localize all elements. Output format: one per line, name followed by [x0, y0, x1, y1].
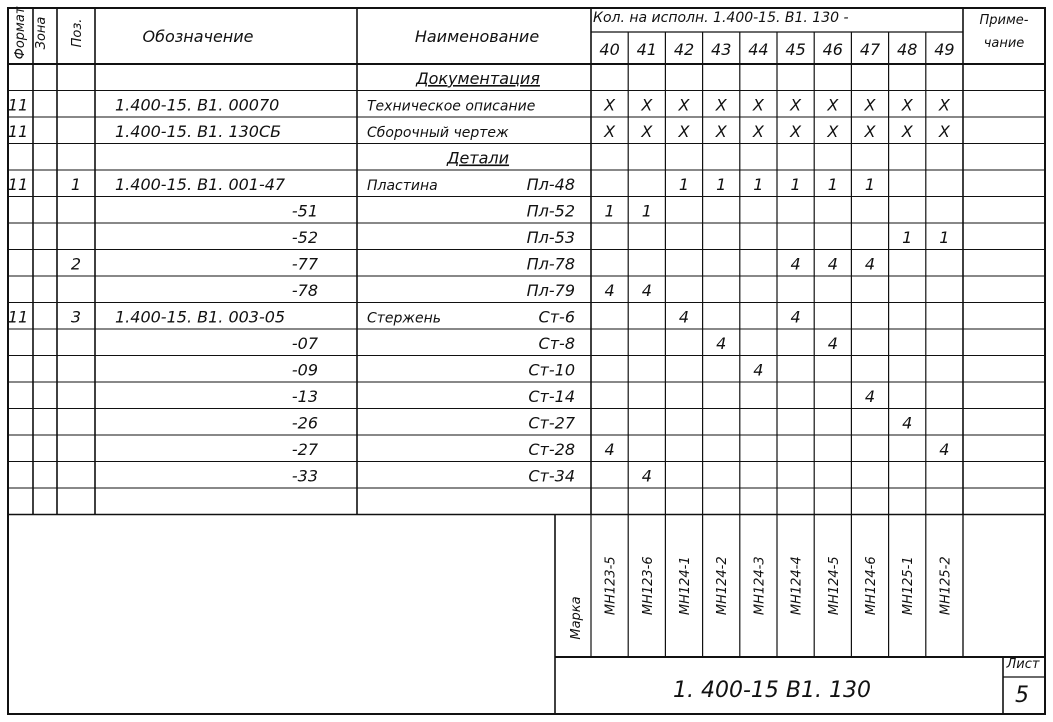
row-name: Стержень [367, 310, 442, 327]
quantity-cell: X [752, 95, 764, 115]
quantity-cell: 1 [604, 201, 615, 221]
row-name: Пластина [367, 178, 438, 194]
quantity-cell: X [827, 95, 839, 115]
quantity-cell: 4 [641, 281, 652, 300]
row-designation: 1.400-15. В1. 00070 [115, 95, 280, 115]
header-position: Поз. [70, 18, 85, 48]
table-row [8, 308, 801, 327]
row-subname: Ст-10 [528, 360, 575, 380]
quantity-cell: X [938, 122, 950, 141]
header-quantity: Кол. на исполн. 1.400-15. В1. 130 - [593, 10, 849, 26]
variant-header: 46 [822, 40, 843, 59]
quantity-cell: X [678, 95, 690, 115]
quantity-cell: 1 [753, 175, 764, 194]
table-row [8, 96, 951, 115]
quantity-cell: X [752, 122, 764, 141]
variant-header: 45 [785, 40, 806, 59]
mark-value: МН125-1 [901, 556, 917, 616]
variant-header: 44 [748, 40, 769, 59]
quantity-cell: 4 [827, 254, 838, 274]
header-name: Наименование [414, 27, 540, 46]
row-subname: Пл-48 [526, 175, 575, 194]
sheet-label: Лист [1006, 657, 1040, 672]
table-header [13, 6, 1029, 59]
row-position: 3 [70, 307, 82, 327]
row-designation: 1.400-15. В1. 003-05 [115, 307, 286, 327]
row-name: Техническое описание [367, 98, 536, 115]
variant-header: 43 [711, 40, 732, 59]
row-designation: -26 [291, 413, 318, 433]
row-format: 11 [7, 95, 29, 115]
quantity-cell: 1 [827, 175, 838, 194]
table-row [8, 122, 951, 141]
row-name: Сборочный чертеж [367, 125, 509, 141]
row-designation: -13 [291, 387, 318, 406]
mark-value: МН123-5 [603, 556, 619, 616]
variant-header: 41 [636, 40, 657, 59]
header-note-2: чание [983, 36, 1025, 51]
row-format: 11 [7, 122, 29, 141]
quantity-cell: 1 [939, 228, 950, 247]
variant-header: 48 [897, 40, 918, 59]
quantity-cell: 1 [641, 201, 652, 221]
row-subname: Пл-52 [526, 201, 575, 221]
row-designation: -52 [291, 228, 318, 247]
header-designation: Обозначение [142, 27, 254, 46]
quantity-cell: X [604, 95, 616, 115]
table-body [8, 69, 951, 486]
table-row [292, 202, 652, 221]
table-row [292, 387, 875, 406]
table-row [71, 255, 875, 274]
mark-value: МН124-1 [678, 556, 693, 616]
row-format: 11 [7, 175, 29, 194]
row-format: 11 [7, 307, 29, 327]
header-note-1: Приме- [979, 13, 1029, 28]
row-subname: Ст-28 [528, 440, 575, 459]
table-row [292, 361, 764, 380]
quantity-cell: X [641, 95, 653, 115]
quantity-cell: 4 [716, 334, 727, 353]
quantity-cell: 4 [827, 334, 838, 353]
quantity-cell: 4 [790, 307, 801, 327]
document-number: 1. 400-15 В1. 130 [673, 678, 871, 703]
row-designation: -78 [291, 281, 318, 300]
quantity-cell: 1 [902, 228, 913, 247]
quantity-cell: 4 [790, 254, 801, 274]
section-heading: Детали [446, 148, 510, 168]
quantity-cell: X [938, 95, 950, 115]
quantity-cell: X [604, 122, 616, 141]
variant-header: 49 [934, 40, 955, 59]
quantity-cell: 4 [678, 307, 690, 327]
quantity-cell: X [864, 95, 876, 115]
quantity-cell: X [864, 122, 876, 141]
quantity-cell: 4 [641, 466, 652, 486]
quantity-cell: 4 [902, 413, 913, 433]
row-designation: -77 [291, 254, 318, 274]
marks-label: Марка [569, 596, 584, 640]
table-row [292, 414, 912, 433]
header-format: Формат [13, 6, 28, 60]
variant-header: 40 [599, 40, 620, 59]
row-subname: Пл-53 [526, 228, 575, 247]
quantity-cell: X [641, 122, 653, 141]
mark-value: МН124-2 [715, 556, 731, 616]
table-row [446, 149, 509, 168]
variant-header: 47 [859, 40, 881, 59]
table-row [8, 175, 875, 194]
quantity-cell: 4 [939, 440, 950, 459]
mark-value: МН124-3 [752, 556, 768, 616]
row-subname: Ст-34 [528, 466, 575, 486]
quantity-cell: X [827, 122, 839, 141]
quantity-cell: 1 [716, 175, 727, 194]
quantity-cell: 4 [864, 254, 876, 274]
quantity-cell: 4 [864, 387, 876, 406]
table-row [292, 281, 652, 300]
row-designation: 1.400-15. В1. 001-47 [115, 175, 286, 194]
row-subname: Ст-27 [528, 413, 575, 433]
row-designation: -51 [291, 201, 318, 221]
quantity-cell: 1 [864, 175, 876, 194]
mark-value: МН124-4 [789, 556, 805, 616]
mark-value: МН124-5 [826, 556, 842, 616]
quantity-cell: X [790, 95, 802, 115]
row-subname: Пл-79 [526, 281, 575, 300]
quantity-cell: 4 [604, 281, 615, 300]
title-block [673, 657, 1040, 708]
row-subname: Ст-8 [538, 334, 575, 353]
mark-value: МН123-6 [640, 556, 656, 616]
quantity-cell: 1 [678, 175, 690, 194]
row-subname: Ст-6 [538, 307, 575, 327]
mark-value: МН125-2 [938, 556, 954, 616]
row-designation: -33 [291, 466, 318, 486]
quantity-cell: 1 [790, 175, 801, 194]
quantity-cell: X [715, 122, 727, 141]
quantity-cell: X [901, 95, 913, 115]
row-subname: Пл-78 [526, 254, 575, 274]
quantity-cell: X [901, 122, 913, 141]
quantity-cell: 4 [604, 440, 615, 459]
quantity-cell: X [678, 122, 690, 141]
marks-row [569, 556, 953, 639]
table-row [292, 334, 838, 353]
sheet-number: 5 [1015, 683, 1029, 708]
row-designation: 1.400-15. В1. 130СБ [115, 122, 282, 141]
quantity-cell: X [715, 95, 727, 115]
table-row [292, 467, 652, 486]
row-position: 1 [70, 175, 82, 194]
section-heading: Документация [416, 69, 540, 88]
row-designation: -07 [291, 334, 318, 353]
mark-value: МН124-6 [864, 556, 879, 616]
row-designation: -09 [291, 360, 318, 380]
variant-header: 42 [673, 40, 695, 59]
header-zone: Зона [34, 16, 49, 50]
quantity-cell: X [790, 122, 802, 141]
row-position: 2 [70, 254, 82, 274]
row-designation: -27 [291, 440, 318, 459]
table-row [415, 69, 540, 88]
quantity-cell: 4 [753, 360, 764, 380]
row-subname: Ст-14 [528, 387, 575, 406]
